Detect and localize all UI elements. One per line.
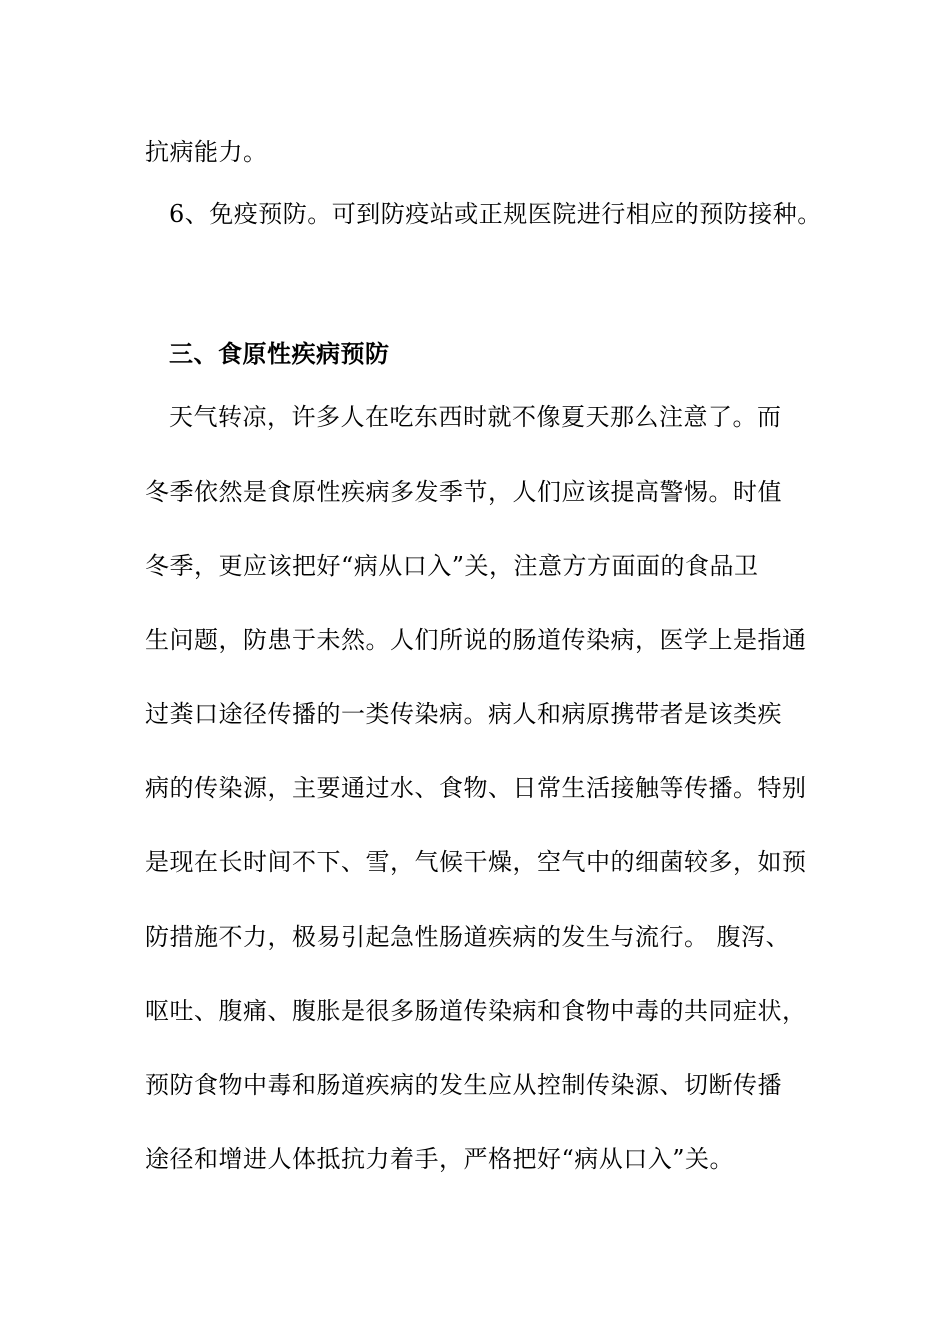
paragraph-line-3: 冬季，更应该把好“病从口入”关，注意方方面面的食品卫 — [145, 552, 759, 580]
paragraph-line-8: 防措施不力，极易引起急性肠道疾病的发生与流行。 腹泻、 — [145, 923, 791, 951]
paragraph-line-10: 预防食物中毒和肠道疾病的发生应从控制传染源、切断传播 — [145, 1071, 782, 1099]
paragraph-line-9: 呕吐、腹痛、腹胀是很多肠道传染病和食物中毒的共同症状， — [145, 997, 807, 1025]
text-line-continuation: 抗病能力。 — [145, 138, 268, 166]
paragraph-line-5: 过粪口途径传播的一类传染病。病人和病原携带者是该类疾 — [145, 700, 782, 728]
paragraph-line-6: 病的传染源，主要通过水、食物、日常生活接触等传播。特别 — [145, 774, 807, 802]
paragraph-line-2: 冬季依然是食原性疾病多发季节，人们应该提高警惕。时值 — [145, 478, 782, 506]
paragraph-line-11: 途径和增进人体抵抗力着手，严格把好“病从口入”关。 — [145, 1145, 735, 1173]
text-line-item6: 6、免疫预防。可到防疫站或正规医院进行相应的预防接种。 — [169, 200, 822, 228]
paragraph-line-7: 是现在长时间不下、雪，气候干燥，空气中的细菌较多，如预 — [145, 848, 807, 876]
paragraph-line-1: 天气转凉，许多人在吃东西时就不像夏天那么注意了。而 — [169, 403, 782, 431]
section-heading: 三、食原性疾病预防 — [169, 339, 390, 368]
paragraph-line-4: 生问题，防患于未然。人们所说的肠道传染病，医学上是指通 — [145, 626, 807, 654]
